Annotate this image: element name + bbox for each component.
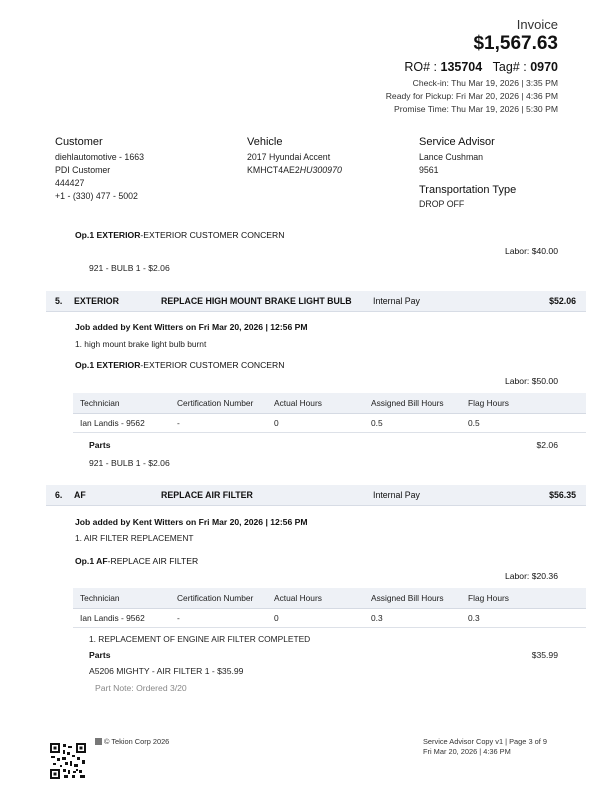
technician-table xyxy=(73,393,586,433)
qr-code-icon xyxy=(50,743,86,779)
job-number: 6. xyxy=(55,490,63,500)
prev-op-part: 921 - BULB 1 - $2.06 xyxy=(89,263,170,273)
parts-label: Parts xyxy=(89,650,111,660)
cell-flag-hours: 0.5 xyxy=(468,418,480,428)
job-description: REPLACE HIGH MOUNT BRAKE LIGHT BULB xyxy=(161,296,352,306)
customer-type: PDI Customer xyxy=(55,165,111,175)
footer-page-info: Service Advisor Copy v1 | Page 3 of 9 xyxy=(423,737,547,746)
col-certification: Certification Number xyxy=(177,593,254,603)
tekion-logo-icon xyxy=(95,738,102,745)
cell-technician: Ian Landis - 9562 xyxy=(80,613,145,623)
technician-table-header xyxy=(73,588,586,609)
transport-title: Transportation Type xyxy=(419,184,517,196)
copyright-text: © Tekion Corp 2026 xyxy=(104,737,170,746)
col-flag-hours: Flag Hours xyxy=(468,398,509,408)
prev-op-line xyxy=(75,230,284,240)
vin-suffix: HU300970 xyxy=(299,165,342,175)
advisor-name: Lance Cushman xyxy=(419,152,484,162)
ro-tag-line xyxy=(404,60,558,74)
cell-actual-hours: 0 xyxy=(274,613,279,623)
tag-label: Tag# : xyxy=(492,60,527,74)
job-header-5[interactable] xyxy=(46,291,586,312)
col-assigned-bill-hours: Assigned Bill Hours xyxy=(371,593,444,603)
job-op-line xyxy=(75,556,198,566)
job-note: 1. AIR FILTER REPLACEMENT xyxy=(75,533,194,543)
table-row xyxy=(73,413,586,433)
customer-section xyxy=(55,136,144,203)
parts-label: Parts xyxy=(89,440,111,450)
job-pay-type: Internal Pay xyxy=(373,296,420,306)
customer-title: Customer xyxy=(55,136,103,148)
ro-number: 135704 xyxy=(440,60,483,74)
job-code: AF xyxy=(74,490,86,500)
cell-certification: - xyxy=(177,418,180,428)
col-actual-hours: Actual Hours xyxy=(274,398,322,408)
job-code: EXTERIOR xyxy=(74,296,119,306)
prev-op-code: Op.1 EXTERIOR xyxy=(75,230,141,240)
footer-copyright xyxy=(95,737,169,746)
parts-amount: $2.06 xyxy=(536,440,558,450)
check-in-time: Check-in: Thu Mar 19, 2026 | 3:35 PM xyxy=(412,78,558,88)
job-op-code: Op.1 EXTERIOR xyxy=(75,360,141,370)
customer-id: 444427 xyxy=(55,178,85,188)
ro-label: RO# : xyxy=(404,60,438,74)
job-description: REPLACE AIR FILTER xyxy=(161,490,253,500)
customer-phone: +1 - (330) 477 - 5002 xyxy=(55,191,138,201)
promise-time: Promise Time: Thu Mar 19, 2026 | 5:30 PM xyxy=(394,104,558,114)
cell-technician: Ian Landis - 9562 xyxy=(80,418,145,428)
customer-name: diehlautomotive - 1663 xyxy=(55,152,145,162)
col-flag-hours: Flag Hours xyxy=(468,593,509,603)
completion-note: 1. REPLACEMENT OF ENGINE AIR FILTER COMPLETED xyxy=(89,634,311,644)
job-added-by: Job added by Kent Witters on Fri Mar 20, 2026 | 12:56 PM xyxy=(75,322,308,332)
prev-op-desc: -EXTERIOR CUSTOMER CONCERN xyxy=(140,230,285,240)
job-op-code: Op.1 AF xyxy=(75,556,108,566)
job-header-6[interactable] xyxy=(46,485,586,506)
invoice-total: $1,567.63 xyxy=(473,33,558,54)
part-note: Part Note: Ordered 3/20 xyxy=(95,683,187,693)
col-technician: Technician xyxy=(80,593,120,603)
tag-number: 0970 xyxy=(530,60,558,74)
document-title: Invoice xyxy=(516,17,558,32)
part-line: A5206 MIGHTY - AIR FILTER 1 - $35.99 xyxy=(89,666,244,676)
job-pay-type: Internal Pay xyxy=(373,490,420,500)
col-certification: Certification Number xyxy=(177,398,254,408)
col-assigned-bill-hours: Assigned Bill Hours xyxy=(371,398,444,408)
job-amount: $56.35 xyxy=(549,490,576,500)
advisor-id: 9561 xyxy=(419,165,439,175)
job-op-desc: -EXTERIOR CUSTOMER CONCERN xyxy=(140,360,285,370)
transport-value: DROP OFF xyxy=(419,199,465,209)
col-technician: Technician xyxy=(80,398,120,408)
job-labor: Labor: $20.36 xyxy=(504,571,558,581)
prev-op-labor: Labor: $40.00 xyxy=(504,246,558,256)
job-op-line xyxy=(75,360,284,370)
parts-amount: $35.99 xyxy=(531,650,558,660)
job-op-desc: -REPLACE AIR FILTER xyxy=(107,556,199,566)
job-amount: $52.06 xyxy=(549,296,576,306)
cell-flag-hours: 0.3 xyxy=(468,613,480,623)
col-actual-hours: Actual Hours xyxy=(274,593,322,603)
part-line: 921 - BULB 1 - $2.06 xyxy=(89,458,170,468)
footer-print-date: Fri Mar 20, 2026 | 4:36 PM xyxy=(423,747,511,756)
cell-certification: - xyxy=(177,613,180,623)
vehicle-title: Vehicle xyxy=(247,136,283,148)
cell-assigned-bill-hours: 0.5 xyxy=(371,418,383,428)
vin-prefix: KMHCT4AE2 xyxy=(247,165,300,175)
advisor-title: Service Advisor xyxy=(419,136,495,148)
vehicle-section xyxy=(247,136,342,177)
cell-assigned-bill-hours: 0.3 xyxy=(371,613,383,623)
ready-for-pickup-time: Ready for Pickup: Fri Mar 20, 2026 | 4:36 PM xyxy=(385,91,558,101)
table-row xyxy=(73,608,586,628)
job-number: 5. xyxy=(55,296,63,306)
job-labor: Labor: $50.00 xyxy=(504,376,558,386)
job-note: 1. high mount brake light bulb burnt xyxy=(75,339,207,349)
vehicle-vin xyxy=(247,164,342,177)
job-added-by: Job added by Kent Witters on Fri Mar 20, 2026 | 12:56 PM xyxy=(75,517,308,527)
vehicle-model: 2017 Hyundai Accent xyxy=(247,152,331,162)
advisor-section xyxy=(419,136,516,211)
technician-table-header xyxy=(73,393,586,414)
technician-table xyxy=(73,588,586,628)
cell-actual-hours: 0 xyxy=(274,418,279,428)
